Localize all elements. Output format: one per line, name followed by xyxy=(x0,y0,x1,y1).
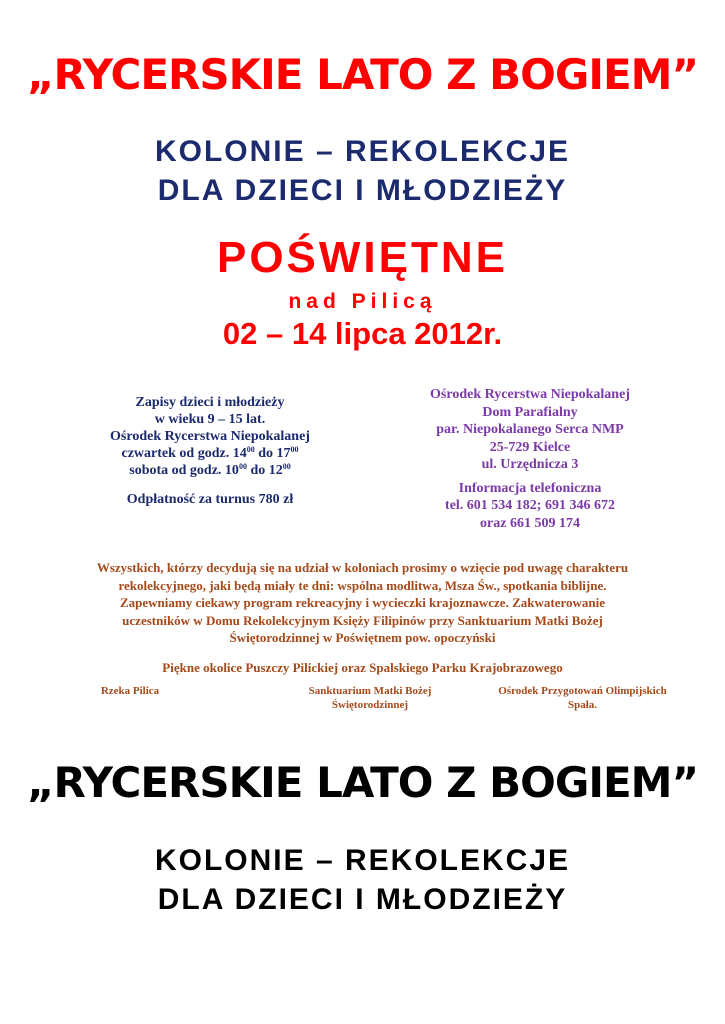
enrollment-thursday-hours xyxy=(70,445,350,462)
contact-block xyxy=(380,386,680,532)
bottom-banner-title: „RYCERSKIE LATO Z BOGIEM” xyxy=(26,758,699,807)
thursday-from-minutes: 00 xyxy=(246,445,255,454)
top-banner-title: „RYCERSKIE LATO Z BOGIEM” xyxy=(26,50,699,99)
contact-line1: Ośrodek Rycerstwa Niepokalanej xyxy=(430,387,630,402)
caption-sanctuary xyxy=(285,684,455,712)
contact-phones2: oraz 661 509 174 xyxy=(480,515,580,531)
description-line2: rekolekcyjnego, jaki będą miały te dni: wspólna modlitwa, Msza Św., spotkania biblijne. xyxy=(118,577,607,593)
top-headline-line2: DLA DZIECI I MŁODZIEŻY xyxy=(157,174,568,207)
caption-olympic xyxy=(470,684,695,712)
contact-line4: 25-729 Kielce xyxy=(489,439,571,455)
bottom-headline-line1: KOLONIE – REKOLEKCJE xyxy=(154,844,571,877)
river-subtitle: nad Pilicą xyxy=(288,290,437,313)
enrollment-saturday-hours xyxy=(70,462,350,479)
saturday-to-minutes: 00 xyxy=(282,462,291,471)
caption-sanctuary-line1: Sanktuarium Matki Bożej xyxy=(308,685,432,697)
thursday-mid: do 17 xyxy=(254,446,291,461)
caption-olympic-line2: Spała. xyxy=(567,699,598,711)
top-headline-line1: KOLONIE – REKOLEKCJE xyxy=(154,135,571,168)
contact-line2: Dom Parafialny xyxy=(482,404,578,420)
description-block xyxy=(0,559,725,647)
description-line5: Świętorodzinnej w Poświętnem pow. opoczyński xyxy=(229,630,496,645)
contact-line3: par. Niepokalanego Serca NMP xyxy=(436,422,624,437)
caption-river: Rzeka Pilica xyxy=(100,685,160,697)
enrollment-line2: w wieku 9 – 15 lat. xyxy=(154,412,266,427)
saturday-prefix: sobota od godz. 10 xyxy=(129,463,239,478)
thursday-to-minutes: 00 xyxy=(290,445,299,454)
town-title: POŚWIĘTNE xyxy=(216,233,509,282)
event-dates: 02 – 14 lipca 2012r. xyxy=(222,316,503,351)
contact-phones1: tel. 601 534 182; 691 346 672 xyxy=(445,498,615,513)
contact-phone-heading: Informacja telefoniczna xyxy=(458,480,602,496)
description-line1: Wszystkich, którzy decydują się na udział w koloniach prosimy o wzięcie pod uwagę charakteru xyxy=(96,560,629,575)
contact-line5: ul. Urzędnicza 3 xyxy=(481,457,579,472)
enrollment-block xyxy=(70,394,350,508)
thursday-prefix: czwartek od godz. 14 xyxy=(121,446,247,461)
description-line3: Zapewniamy ciekawy program rekreacyjny i wycieczki krajoznawcze. Zakwaterowanie xyxy=(119,595,606,610)
enrollment-line3: Ośrodek Rycerstwa Niepokalanej xyxy=(110,429,310,444)
scenery-line: Piękne okolice Puszczy Pilickiej oraz Spalskiego Parku Krajobrazowego xyxy=(162,660,563,675)
saturday-mid: do 12 xyxy=(246,463,283,478)
enrollment-fee: Odpłatność za turnus 780 zł xyxy=(126,492,294,507)
caption-sanctuary-line2: Świętorodzinnej xyxy=(331,699,409,711)
caption-olympic-line1: Ośrodek Przygotowań Olimpijskich xyxy=(498,685,667,697)
description-line4: uczestników w Domu Rekolekcyjnym Księży Filipinów przy Sanktuarium Matki Bożej xyxy=(122,612,603,628)
saturday-from-minutes: 00 xyxy=(238,462,247,471)
bottom-headline-line2: DLA DZIECI I MŁODZIEŻY xyxy=(157,883,568,916)
enrollment-line1: Zapisy dzieci i młodzieży xyxy=(135,395,285,410)
